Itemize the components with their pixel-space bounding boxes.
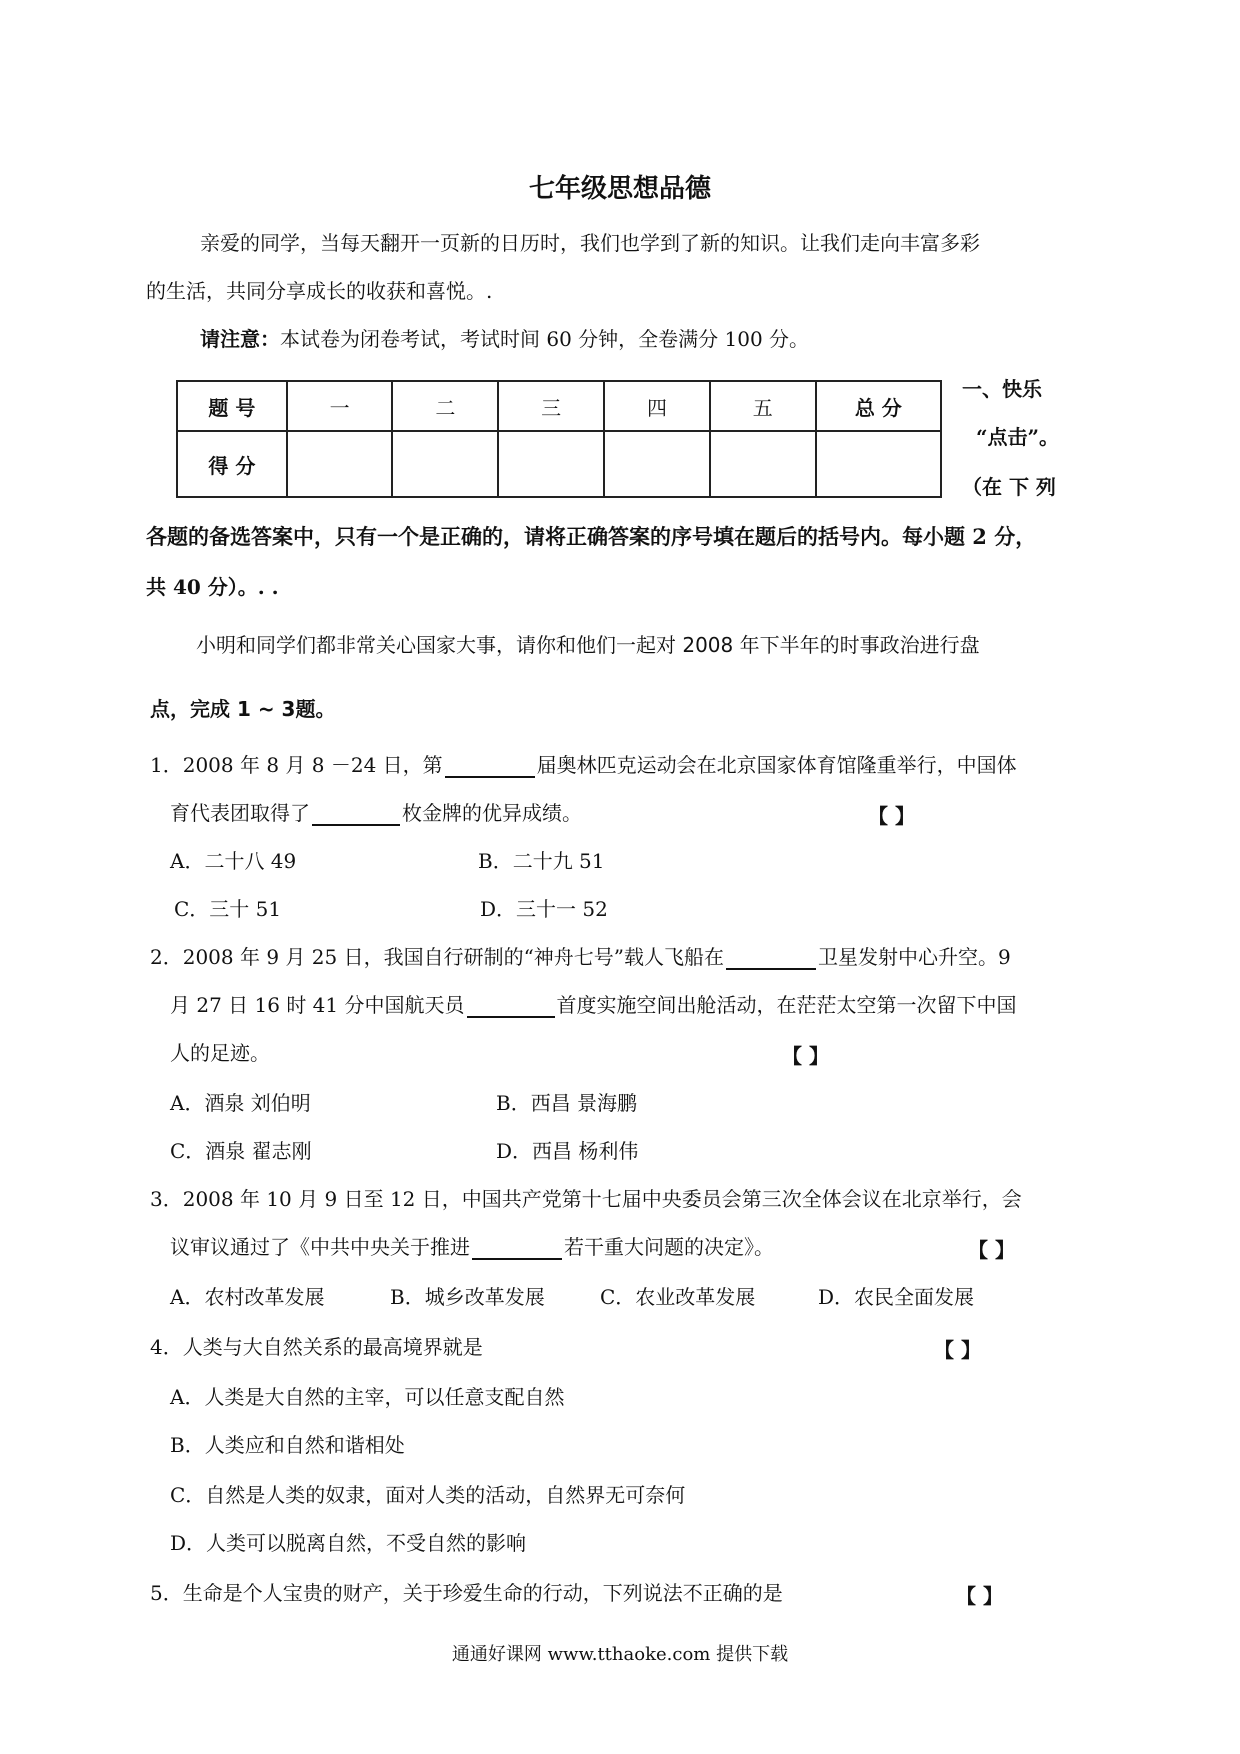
q4-stem: 4．人类与大自然关系的最高境界就是 — [150, 1335, 483, 1359]
q3-line-2-a: 议审议通过了《中共中央关于推进 — [170, 1235, 470, 1259]
notice — [200, 326, 809, 352]
q4-option-d: D．人类可以脱离自然，不受自然的影响 — [170, 1531, 527, 1555]
q4-option-a: A．人类是大自然的主宰，可以任意支配自然 — [170, 1385, 565, 1409]
score-cell-2[interactable] — [392, 431, 498, 497]
passage-line-1: 小明和同学们都非常关心国家大事，请你和他们一起对 2008 年下半年的时事政治进行盘 — [196, 633, 980, 657]
score-header-4: 四 — [604, 381, 710, 431]
q3-option-a: A．农村改革发展 — [170, 1285, 325, 1309]
q2-option-c: C．酒泉 翟志刚 — [170, 1139, 312, 1163]
q1-line-2 — [170, 800, 582, 826]
score-header-question: 题 号 — [177, 381, 287, 431]
q1-option-c: C．三十 51 — [174, 897, 282, 921]
score-cell-1[interactable] — [287, 431, 393, 497]
score-header-total: 总 分 — [816, 381, 941, 431]
score-header-5: 五 — [710, 381, 816, 431]
section1-side-1: 一、快乐 — [962, 377, 1042, 401]
q4-option-b: B．人类应和自然和谐相处 — [170, 1433, 405, 1457]
q1-option-a: A．二十八 49 — [170, 849, 297, 873]
page-footer: 通通好课网 www.tthaoke.com 提供下载 — [451, 1644, 789, 1665]
notice-label: 请注意： — [200, 327, 280, 351]
notice-text: 本试卷为闭卷考试，考试时间 60 分钟，全卷满分 100 分。 — [280, 327, 810, 351]
q1-option-b: B．二十九 51 — [478, 849, 605, 873]
q3-answer-bracket[interactable]: 【 】 — [968, 1238, 1015, 1262]
q3-option-c: C．农业改革发展 — [600, 1285, 756, 1309]
section1-side-2: “点击”。 — [976, 425, 1060, 449]
q2-answer-bracket[interactable]: 【 】 — [782, 1044, 829, 1068]
page-title: 七年级思想品德 — [528, 174, 711, 204]
q2-line-2 — [170, 992, 1017, 1018]
q1-blank-2[interactable] — [312, 802, 400, 826]
score-row-label: 得 分 — [177, 431, 287, 497]
section1-side-3: （在 下 列 — [962, 475, 1056, 499]
q5-stem: 5．生命是个人宝贵的财产，关于珍爱生命的行动，下列说法不正确的是 — [150, 1581, 783, 1605]
score-table-header-row — [177, 381, 941, 431]
q1-blank-1[interactable] — [445, 754, 535, 778]
q2-line-1 — [150, 944, 1011, 970]
score-cell-4[interactable] — [604, 431, 710, 497]
q2-option-a: A．酒泉 刘伯明 — [170, 1091, 311, 1115]
score-table-score-row — [177, 431, 941, 497]
q1-line-1-a: 1．2008 年 8 月 8 －24 日，第 — [150, 753, 443, 777]
score-table — [176, 380, 942, 498]
q1-answer-bracket[interactable]: 【 】 — [868, 804, 915, 828]
q5-answer-bracket[interactable]: 【 】 — [956, 1584, 1003, 1608]
q2-blank-1[interactable] — [726, 946, 816, 970]
q3-line-1: 3．2008 年 10 月 9 日至 12 日，中国共产党第十七届中央委员会第三次全体会议在北京举行，会 — [150, 1187, 1022, 1211]
q4-option-c: C．自然是人类的奴隶，面对人类的活动，自然界无可奈何 — [170, 1483, 686, 1507]
q3-option-b: B．城乡改革发展 — [390, 1285, 545, 1309]
q2-option-d: D．西昌 杨利伟 — [496, 1139, 639, 1163]
q1-line-1 — [150, 752, 1017, 778]
q1-line-1-b: 届奥林匹克运动会在北京国家体育馆隆重举行，中国体 — [536, 753, 1017, 777]
q2-blank-2[interactable] — [467, 994, 555, 1018]
score-header-2: 二 — [392, 381, 498, 431]
score-cell-5[interactable] — [710, 431, 816, 497]
score-header-3: 三 — [498, 381, 604, 431]
q2-line-3: 人的足迹。 — [170, 1041, 270, 1065]
q4-answer-bracket[interactable]: 【 】 — [934, 1338, 981, 1362]
q2-line-2-b: 首度实施空间出舱活动，在茫茫太空第一次留下中国 — [556, 993, 1017, 1017]
passage-line-2: 点，完成 1 ~ 3题。 — [150, 697, 336, 721]
q2-line-1-b: 卫星发射中心升空。9 — [818, 945, 1011, 969]
section1-line-2: 各题的备选答案中，只有一个是正确的，请将正确答案的序号填在题后的括号内。每小题 2 分， — [146, 524, 1037, 549]
q2-line-1-a: 2．2008 年 9 月 25 日，我国自行研制的“神舟七号”载人飞船在 — [150, 945, 725, 969]
q1-line-2-a: 育代表团取得了 — [170, 801, 310, 825]
intro-line-2: 的生活，共同分享成长的收获和喜悦。. — [146, 279, 493, 303]
q1-line-2-b: 枚金牌的优异成绩。 — [402, 801, 582, 825]
score-cell-3[interactable] — [498, 431, 604, 497]
q3-line-2-b: 若干重大问题的决定》。 — [564, 1235, 774, 1259]
q3-option-d: D．农民全面发展 — [818, 1285, 975, 1309]
intro-line-1: 亲爱的同学，当每天翻开一页新的日历时，我们也学到了新的知识。让我们走向丰富多彩 — [200, 231, 980, 255]
section1-line-3: 共 40 分）。. . — [146, 575, 279, 599]
score-header-1: 一 — [287, 381, 393, 431]
q1-option-d: D．三十一 52 — [480, 897, 608, 921]
q3-blank-1[interactable] — [472, 1236, 562, 1260]
q3-line-2 — [170, 1234, 774, 1260]
q2-line-2-a: 月 27 日 16 时 41 分中国航天员 — [170, 993, 465, 1017]
q2-option-b: B．西昌 景海鹏 — [496, 1091, 638, 1115]
score-cell-total[interactable] — [816, 431, 941, 497]
